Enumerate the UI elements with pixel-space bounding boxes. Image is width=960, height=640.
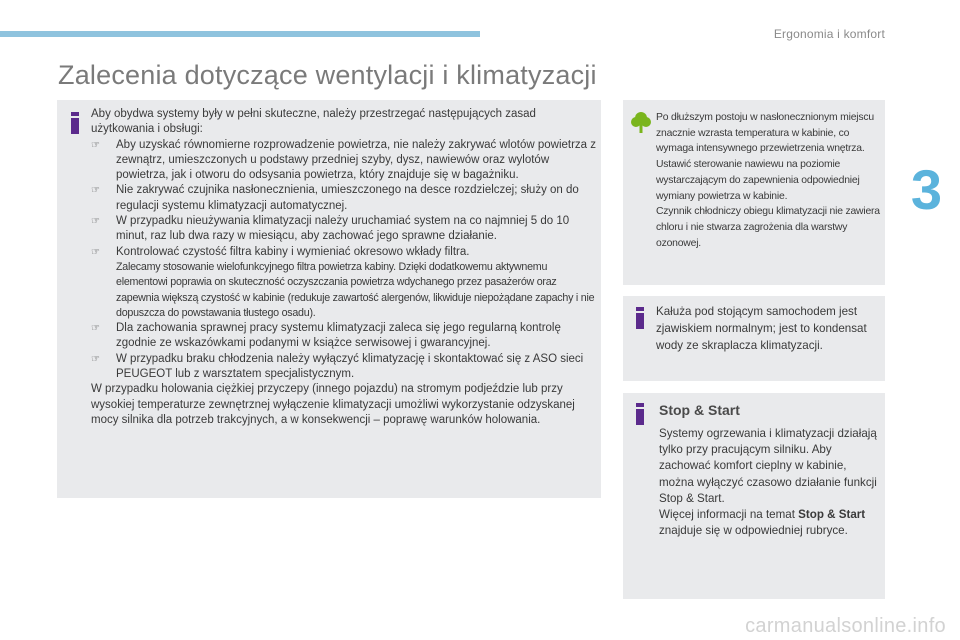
pointing-hand-icon: ☞ [91, 353, 100, 365]
pointing-hand-icon: ☞ [91, 139, 100, 151]
stop-start-reference: Stop & Start [798, 508, 866, 522]
info-icon [636, 307, 644, 329]
watermark: carmanualsonline.info [745, 615, 946, 637]
tree-icon [630, 110, 652, 134]
closing-text: W przypadku holowania ciężkiej przyczepy (innego pojazdu) na stromym podjeździe lub przy wysokiej temperaturze zewnętrznej wyłączenie klimatyzacji umożliwi wykorzystanie odzyskanej mocy silnika dla potrzeb trakcyjnych, a w konsekwencji – poprawę warunków holowania. [91, 383, 575, 426]
list-item: ☞ W przypadku nieużywania klimatyzacji należy uruchamiać system na co najmniej 5 do 10 minut, raz lub dwa razy w miesiącu, aby zachować jego sprawne działanie. [91, 215, 570, 243]
list-item: ☞ W przypadku braku chłodzenia należy wyłączyć klimatyzację i skontaktować się z ASO sieci PEUGEOT lub z warsztatem specjalistycznym. [91, 352, 584, 381]
chapter-number: 3 [910, 158, 942, 221]
intro-text: Aby obydwa systemy były w pełni skuteczne, należy przestrzegać następujących zasad użytkowania i obsługi: [91, 108, 536, 136]
stop-start-text: Systemy ogrzewania i klimatyzacji działają tylko przy pracującym silniku. Aby zachować komfort cieplny w kabinie, można wyłączyć czasowo działanie funkcji Stop & Start. Więcej informacji na temat Stop & Start znajduje się w odpowiedniej rubryce. [659, 427, 877, 538]
info-icon [636, 403, 644, 425]
pointing-hand-icon: ☞ [91, 185, 100, 197]
list-item: ☞ Dla zachowania sprawnej pracy systemu klimatyzacji zaleca się jego regularną kontrolę zgodnie ze wskazówkami podanymi w książce serwisowej i gwarancyjnej. [91, 322, 561, 350]
list-item: ☞ Nie zakrywać czujnika nasłonecznienia, umieszczonego na desce rozdzielczej; służy on do regulacji systemu klimatyzacji automatycznej. [91, 184, 579, 212]
eco-note-text: Po dłuższym postoju w nasłonecznionym miejscu znacznie wzrasta temperatura w kabinie, co wymaga intensywnego przewietrzenia wnętrza. Ustawić sterowanie nawiewu na poziomie wystarczającym do zapewnienia odpowiedniej wymiany powietrza w kabinie. Czynnik chłodniczy obiegu klimatyzacji nie zawiera chloru i nie stwarza zagrożenia dla warstwy ozonowej. [656, 112, 880, 249]
list-item: ☞ Aby uzyskać równomierne rozprowadzenie powietrza, nie należy zakrywać wlotów powietrza z zewnątrz, umieszczonych u podstawy przedniej szyby, dysz, nawiewów oraz wylotów powietrza, jak i otworu do odsysania powietrza, który znajduje się w bagażniku. [91, 138, 597, 182]
header-accent-bar [0, 31, 480, 37]
recommendations-text [91, 107, 596, 428]
stop-start-title: Stop & Start [659, 402, 740, 418]
pointing-hand-icon: ☞ [91, 323, 100, 335]
section-label: Ergonomia i komfort [773, 27, 885, 41]
pointing-hand-icon: ☞ [91, 246, 100, 258]
info-icon [71, 112, 79, 134]
condensation-note-text: Kałuża pod stojącym samochodem jest zjawiskiem normalnym; jest to kondensat wody ze skraplacza klimatyzacji. [656, 305, 867, 352]
list-item: ☞ Kontrolować czystość filtra kabiny i wymieniać okresowo wkłady filtra. Zalecamy stosowanie wielofunkcyjnego filtra powietrza kabiny. Dzięki dodatkowemu aktywnemu elementowi poprawia on skuteczność oczyszczania powietrza wdychanego przez pasażerów oraz zapewnia większą czystość w kabinie (redukuje zawartość alergenów, likwiduje niepożądane zapachy i nie dopuszcza do powstawania tłustego osadu). [91, 245, 596, 321]
filter-note: Zalecamy stosowanie wielofunkcyjnego filtra powietrza kabiny. Dzięki dodatkowemu aktywnemu elementowi poprawia on skuteczność oczyszczania powietrza wdychanego przez pasażerów oraz zapewnia większą czystość w kabinie (redukuje zawartość alergenów, likwiduje niepożądane zapachy i nie dopuszcza do powstawania tłustego osadu). [116, 260, 595, 319]
page-title: Zalecenia dotyczące wentylacji i klimatyzacji [58, 60, 597, 90]
pointing-hand-icon: ☞ [91, 216, 100, 228]
